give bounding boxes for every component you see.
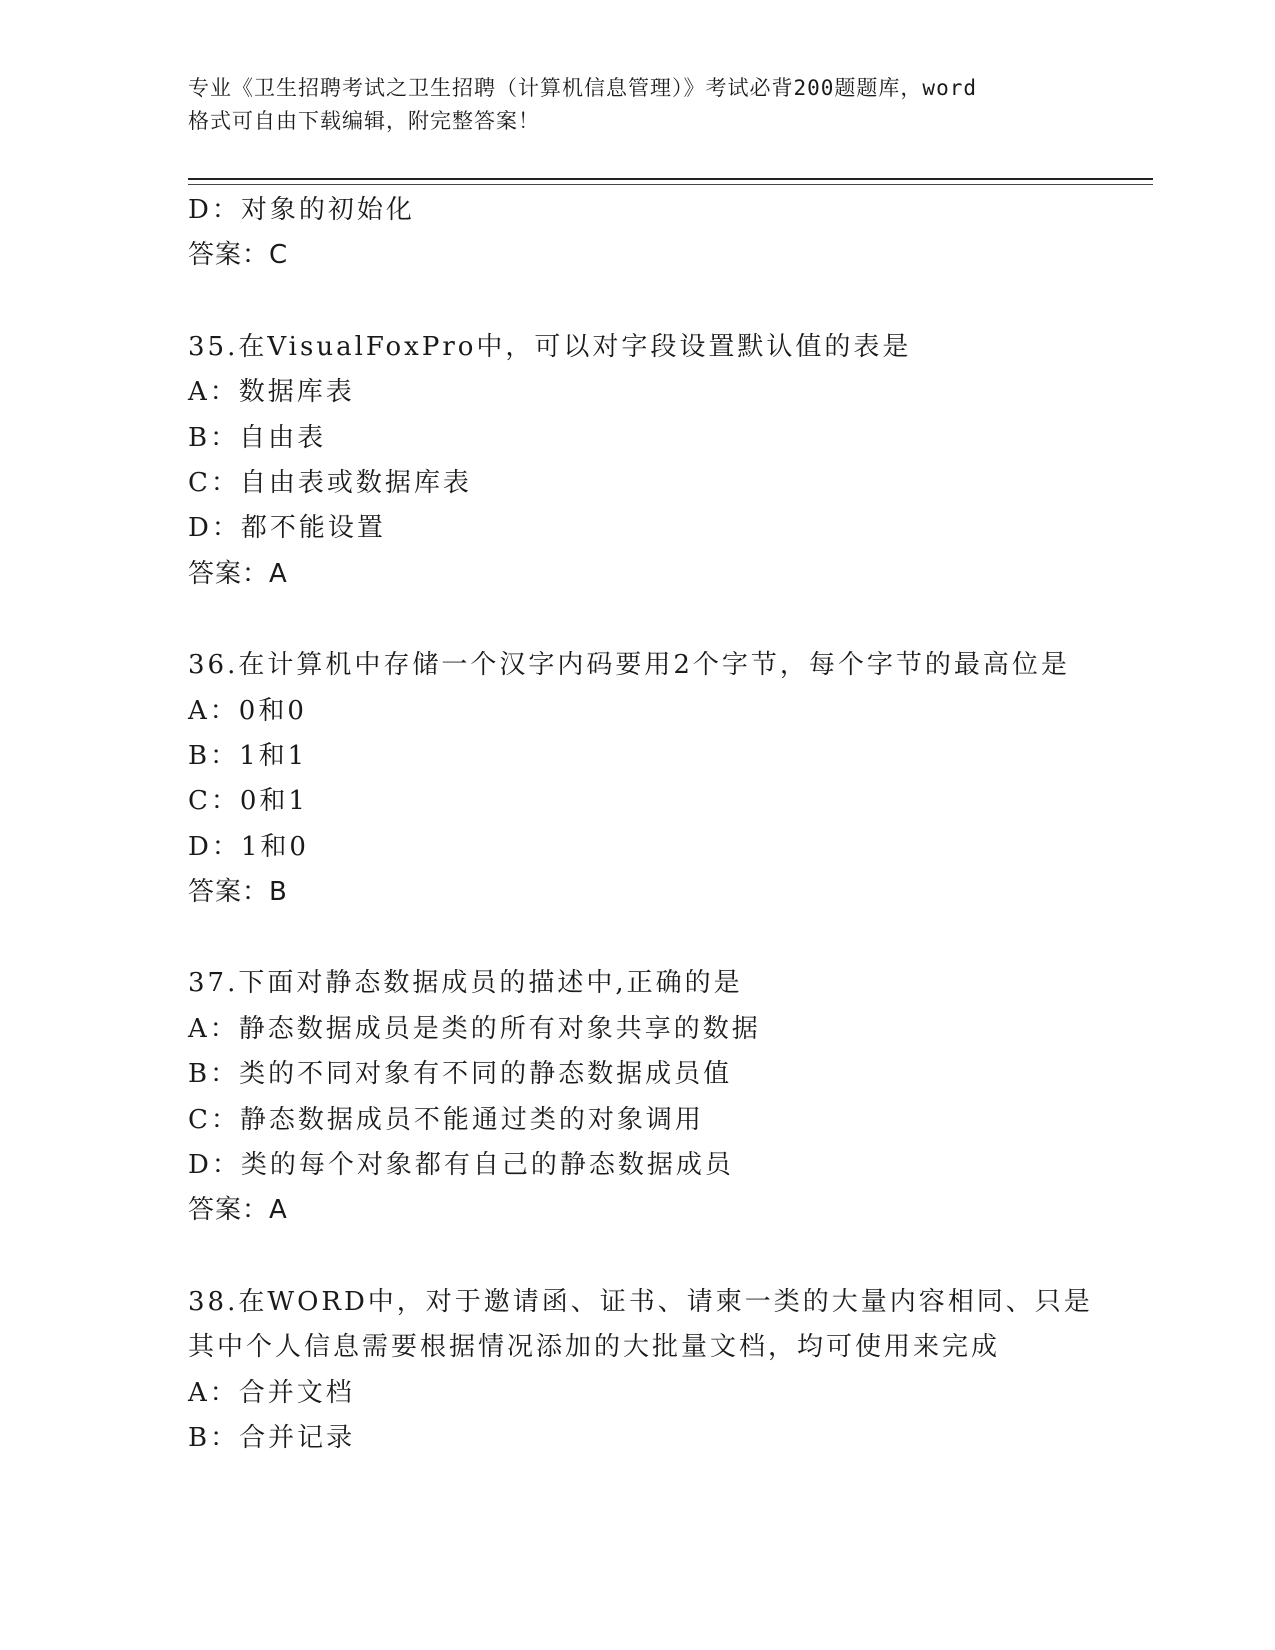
question-block-36	[188, 643, 1148, 915]
option-c: C：静态数据成员不能通过类的对象调用	[188, 1104, 704, 1135]
option-d: D：都不能设置	[188, 513, 386, 544]
option-a: A：数据库表	[188, 377, 355, 408]
header-line-2: 格式可自由下载编辑，附完整答案！	[188, 109, 540, 133]
option-c: C：自由表或数据库表	[188, 467, 472, 498]
document-header	[188, 72, 1088, 138]
spacer	[188, 597, 1148, 643]
question-stem: 35.在VisualFoxPro中，可以对字段设置默认值的表是	[188, 331, 912, 362]
spacer	[188, 915, 1148, 961]
question-stem: 37.下面对静态数据成员的描述中,正确的是	[188, 968, 743, 999]
spacer	[188, 1234, 1148, 1280]
header-rule-thin	[188, 184, 1153, 185]
option-b: B：类的不同对象有不同的静态数据成员值	[188, 1059, 733, 1090]
option-d: D：对象的初始化	[188, 195, 415, 225]
answer-line: 答案：A	[188, 558, 288, 589]
question-stem-line-1: 38.在WORD中，对于邀请函、证书、请柬一类的大量内容相同、只是	[188, 1286, 1093, 1317]
answer-line: 答案：C	[188, 240, 289, 271]
option-a: A：0和0	[188, 695, 307, 726]
option-b: B：1和1	[188, 740, 308, 771]
option-c: C：0和1	[188, 786, 308, 817]
answer-line: 答案：B	[188, 877, 288, 908]
question-stem: 36.在计算机中存储一个汉字内码要用2个字节，每个字节的最高位是	[188, 650, 1070, 681]
question-stem-line-2: 其中个人信息需要根据情况添加的大批量文档，均可使用来完成	[188, 1332, 1001, 1363]
header-rule-thick	[188, 178, 1153, 180]
question-block-34	[188, 188, 1148, 279]
option-b: B：合并记录	[188, 1422, 356, 1453]
header-line-1: 专业《卫生招聘考试之卫生招聘（计算机信息管理）》考试必背200题题库，word	[188, 76, 977, 100]
option-d: D：1和0	[188, 831, 309, 862]
question-block-37	[188, 961, 1148, 1233]
option-a: A：合并文档	[188, 1377, 355, 1408]
spacer	[188, 279, 1148, 325]
option-d: D：类的每个对象都有自己的静态数据成员	[188, 1150, 734, 1181]
answer-line: 答案：A	[188, 1195, 288, 1226]
option-a: A：静态数据成员是类的所有对象共享的数据	[188, 1013, 761, 1044]
question-list	[188, 188, 1148, 1461]
question-block-35	[188, 325, 1148, 597]
question-block-38	[188, 1280, 1148, 1462]
option-b: B：自由表	[188, 422, 327, 453]
